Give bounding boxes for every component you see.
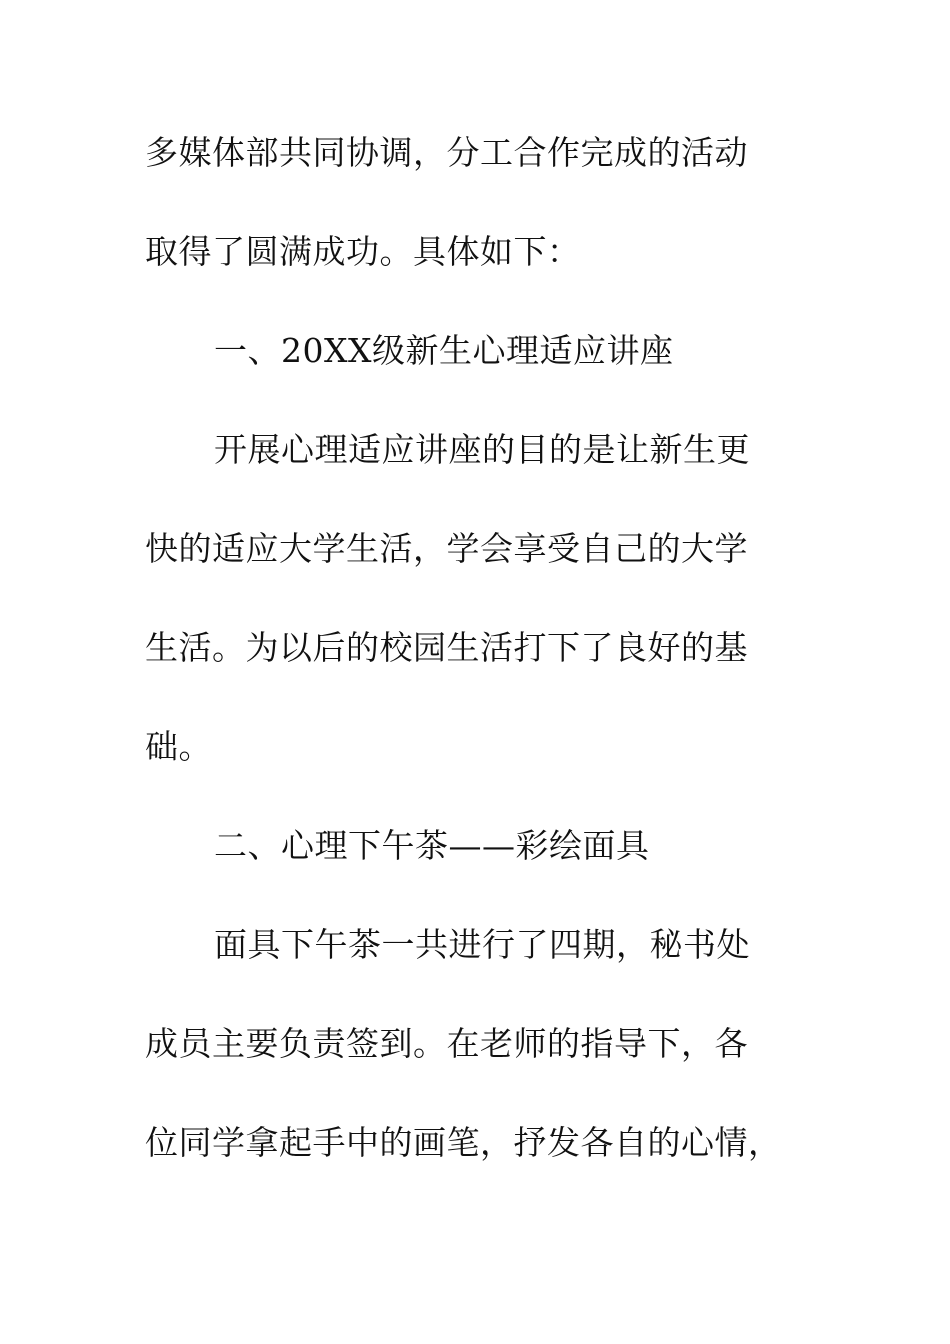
- section-heading: 二、心理下午茶——彩绘面具: [214, 826, 650, 865]
- paragraph-line: 多媒体部共同协调，分工合作完成的活动: [145, 133, 748, 172]
- paragraph-line: 面具下午茶一共进行了四期，秘书处: [214, 925, 750, 964]
- paragraph-line: 开展心理适应讲座的目的是让新生更: [214, 430, 750, 469]
- paragraph-line: 取得了圆满成功。具体如下：: [145, 232, 581, 271]
- paragraph-line: 成员主要负责签到。在老师的指导下，各: [145, 1024, 748, 1063]
- paragraph-line: 位同学拿起手中的画笔，抒发各自的心情，: [145, 1123, 782, 1162]
- paragraph-line: 础。: [145, 727, 212, 766]
- paragraph-line: 快的适应大学生活，学会享受自己的大学: [145, 529, 748, 568]
- section-heading: 一、20XX级新生心理适应讲座: [214, 331, 674, 370]
- paragraph-line: 生活。为以后的校园生活打下了良好的基: [145, 628, 748, 667]
